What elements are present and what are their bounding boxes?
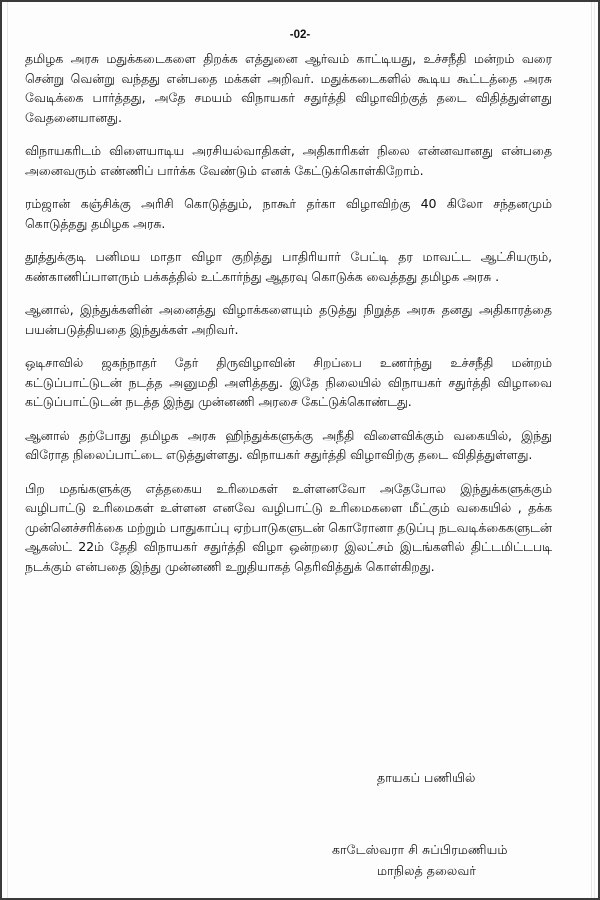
paragraph-ramzan: ரம்ஜான் கஞ்சிக்கு அரிசி கொடுத்தும், நாகூர் தர்கா விழாவிற்கு 40 கிலோ சந்தனமும் கொடுத்தது தமிழக அரசு.: [25, 196, 552, 231]
paragraph-declaration: பிற மதங்களுக்கு எத்தகைய உரிமைகள் உள்ளனவோ அதேபோல இந்துக்களுக்கும் வழிபாட்டு உரிமைகள் உள்ளன எனவே வழிபாட்டு உரிமைகளை மீட்கும் வகையில் , தக்க முன்னெச்சரிக்கை மற்றும் பாதுகாப்பு ஏற்பாடுகளுடன் கொரோனா தடுப்பு நடவடிக்கைகளுடன் ஆகஸ்ட் 22ம் தேதி விநாயகர் சதுர்த்தி விழா ஒன்றரை இலட்சம் இடங்களில் திட்டமிட்டபடி நடக்கும் என்பதை இந்து முன்னணி உறுதியாகத் தெரிவித்துக் கொள்கிறது.: [25, 480, 552, 574]
document-body: [25, 49, 552, 590]
paragraph-current-ban: ஆனால் தற்போது தமிழக அரசு ஹிந்துக்களுக்கு அநீதி விளைவிக்கும் வகையில், இந்து விரோத நிலைப்பாட்டை எடுத்துள்ளது. விநாயகர் சதுர்த்தி விழாவிற்கு தடை விதித்துள்ளது.: [25, 427, 552, 462]
paragraph-thoothukudi: தூத்துக்குடி பனிமய மாதா விழா குறித்து பாதிரியார் பேட்டி தர மாவட்ட ஆட்சியரும், கண்காணிப்பாளரும் பக்கத்தில் உட்கார்ந்து ஆதரவு கொடுக்க வைத்தது தமிழக அரசு .: [25, 249, 552, 284]
scan-edge-line: [591, 2, 592, 898]
signature-title: மாநிலத் தலைவர்: [377, 863, 477, 878]
paragraph-liquor-shops: தமிழக அரசு மதுக்கடைகளை திறக்க எத்துனை ஆர்வம் காட்டியது, உச்சநீதி மன்றம் வரை சென்று வென்று வந்தது என்பதை மக்கள் அறிவர். மதுக்கடைகளில் கூடிய கூட்டத்தை அரசு வேடிக்கை பார்த்தது, அதே சமயம் விநாயகர் சதுர்த்தி விழாவிற்குத் தடை விதித்துள்ளது வேதனையானது.: [25, 51, 552, 125]
scan-edge-line: [594, 2, 595, 898]
page-number: -02-: [289, 29, 311, 41]
paragraph-hindu-festivals: ஆனால், இந்துக்களின் அனைத்து விழாக்களையும் தடுத்து நிறுத்த அரசு தனது அதிகாரத்தை பயன்படுத்தியதை இந்துக்கள் அறிவர்.: [25, 302, 552, 337]
signature-closing: தாயகப் பணியில்: [377, 770, 476, 785]
signature-name: காடேஸ்வரா சி சுப்பிரமணியம்: [332, 842, 508, 857]
paragraph-odisha: ஒடிசாவில் ஜகந்நாதர் தேர் திருவிழாவின் சிறப்பை உணர்ந்து உச்சநீதி மன்றம் கட்டுப்பாட்டுடன் நடத்த அனுமதி அளித்தது. இதே நிலையில் விநாயகர் சதுர்த்தி விழாவை கட்டுப்பாட்டுடன் நடத்த இந்து முன்னணி அரசை கேட்டுக்கொண்டது.: [25, 355, 552, 409]
paragraph-politicians: விநாயகரிடம் விளையாடிய அரசியல்வாதிகள், அதிகாரிகள் நிலை என்னவானது என்பதை அனைவரும் எண்ணிப் பார்க்க வேண்டும் எனக் கேட்டுக்கொள்கிறோம்.: [25, 143, 552, 178]
scan-edge-line: [7, 2, 8, 898]
